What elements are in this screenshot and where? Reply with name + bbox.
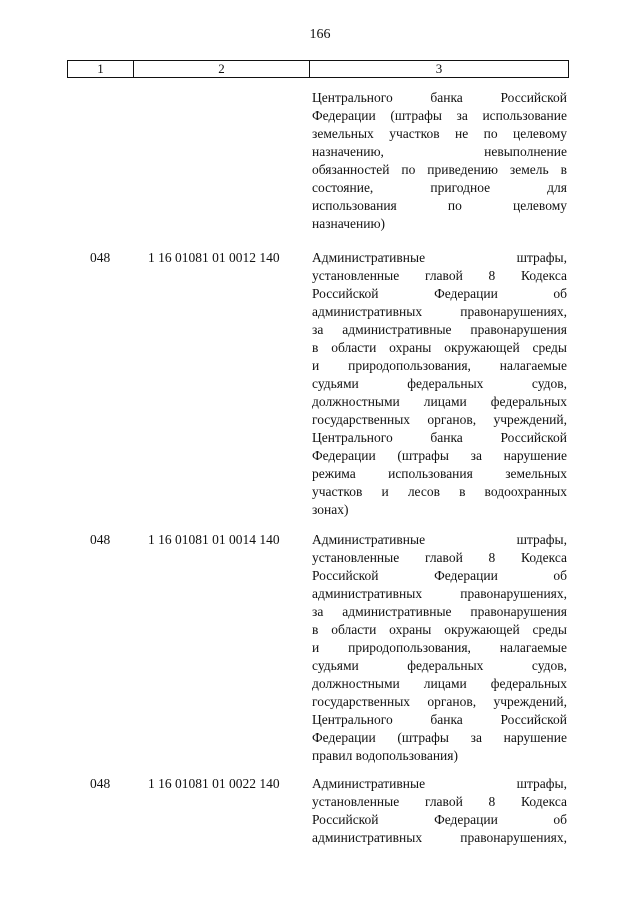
description-line: должностными лицами федеральных — [312, 394, 567, 409]
admin-code: 048 — [90, 776, 111, 791]
header-col-1: 1 — [68, 61, 134, 77]
header-col-3: 3 — [435, 61, 443, 76]
description-line: государственных органов, учреждений, — [312, 412, 567, 427]
description-line: состояние, пригодное для — [312, 180, 567, 195]
description-line: обязанностей по приведению земель в — [312, 162, 567, 177]
description-line: за административные правонарушения — [312, 604, 567, 619]
description-line: Центрального банка Российской — [312, 90, 567, 105]
header-col-2: 2 — [134, 61, 310, 77]
description-line: назначению) — [312, 216, 386, 231]
admin-code: 048 — [90, 250, 111, 265]
description-line: Российской Федерации об — [312, 286, 567, 301]
description-line: правил водопользования) — [312, 748, 458, 763]
description-line: Центрального банка Российской — [312, 430, 567, 445]
description-line: за административные правонарушения — [312, 322, 567, 337]
description-line: в области охраны окружающей среды — [312, 622, 567, 637]
description-line: участков и лесов в водоохранных — [312, 484, 567, 499]
row-description — [312, 249, 567, 519]
description-line: зонах) — [312, 502, 349, 517]
admin-code: 048 — [90, 532, 111, 547]
description-line: и природопользования, налагаемые — [312, 358, 567, 373]
description-line: и природопользования, налагаемые — [312, 640, 567, 655]
description-line: Административные штрафы, — [312, 250, 567, 265]
description-line: судьями федеральных судов, — [312, 658, 567, 673]
description-line: административных правонарушениях, — [312, 830, 567, 845]
budget-classification-code: 1 16 01081 01 0012 140 — [148, 250, 280, 265]
page-number: 166 — [309, 27, 331, 42]
description-line: судьями федеральных судов, — [312, 376, 567, 391]
description-line: Российской Федерации об — [312, 568, 567, 583]
description-line: Федерации (штрафы за нарушение — [312, 730, 567, 745]
description-line: Российской Федерации об — [312, 812, 567, 827]
description-line: установленные главой 8 Кодекса — [312, 794, 567, 809]
description-line: административных правонарушениях, — [312, 586, 567, 601]
budget-classification-code: 1 16 01081 01 0022 140 — [148, 776, 280, 791]
table-header — [67, 60, 569, 78]
description-line: Федерации (штрафы за использование — [312, 108, 567, 123]
description-line: использования по целевому — [312, 198, 567, 213]
description-line: Административные штрафы, — [312, 776, 567, 791]
description-line: государственных органов, учреждений, — [312, 694, 567, 709]
description-line: должностными лицами федеральных — [312, 676, 567, 691]
description-line: установленные главой 8 Кодекса — [312, 550, 567, 565]
budget-classification-code: 1 16 01081 01 0014 140 — [148, 532, 280, 547]
description-line: режима использования земельных — [312, 466, 567, 481]
description-line: в области охраны окружающей среды — [312, 340, 567, 355]
description-line: Центрального банка Российской — [312, 712, 567, 727]
continuation-description — [312, 89, 567, 233]
description-line: Федерации (штрафы за нарушение — [312, 448, 567, 463]
description-line: земельных участков не по целевому — [312, 126, 567, 141]
description-line: административных правонарушениях, — [312, 304, 567, 319]
row-description — [312, 531, 567, 765]
description-line: установленные главой 8 Кодекса — [312, 268, 567, 283]
description-line: Административные штрафы, — [312, 532, 567, 547]
row-description — [312, 775, 567, 847]
description-line: назначению, невыполнение — [312, 144, 567, 159]
